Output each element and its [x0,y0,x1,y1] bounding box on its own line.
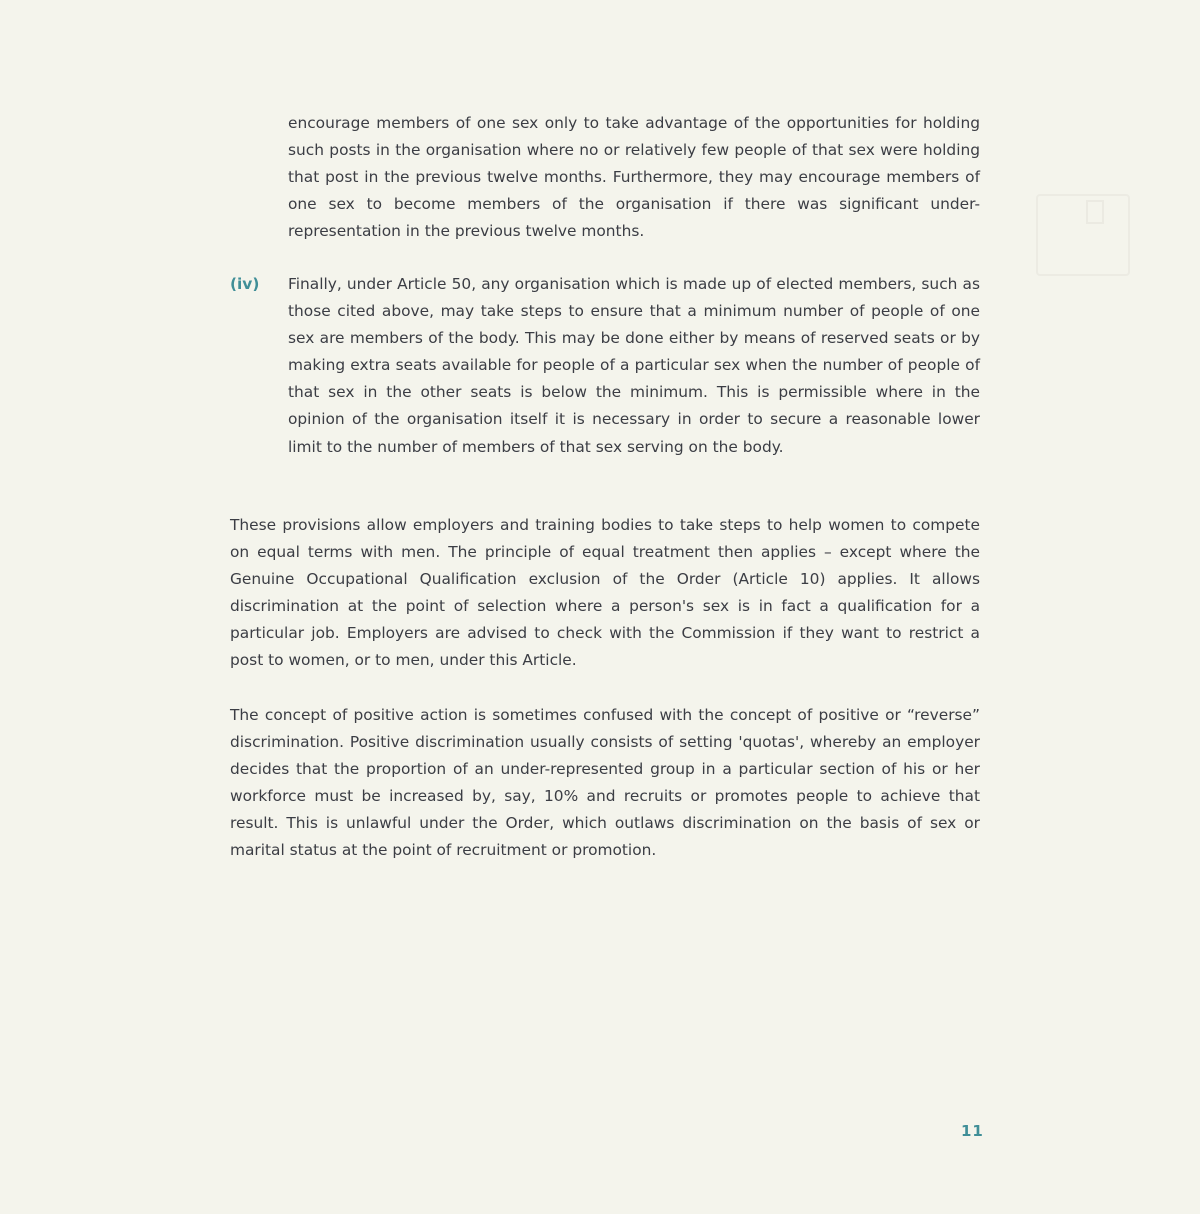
list-item-iv-text: Finally, under Article 50, any organisation which is made up of elected members, such as those cited above, may take steps to ensure that a minimum number of people of one sex are members of the body. This may be done either by means of reserved seats or by making extra seats available for people of a particular sex when the number of people of that sex in the other seats is below the minimum. This is permissible where in the opinion of the organisation itself it is necessary in order to secure a reasonable lower limit to the number of members of that sex serving on the body. [288,275,980,456]
list-item-iv-label: (iv) [230,275,260,293]
body-paragraph-positive-action: The concept of positive action is sometimes confused with the concept of positive or “reverse” discrimination. Positive discrimination usually consists of setting 'quotas', whereby an employer decides that the proportion of an under-represented group in a particular section of his or her workforce must be increased by, say, 10% and recruits or promotes people to achieve that result. This is unlawful under the Order, which outlaws discrimination on the basis of sex or marital status at the point of recruitment or promotion. [230,706,980,860]
body-paragraph-provisions: These provisions allow employers and training bodies to take steps to help women to compete on equal terms with men. The principle of equal treatment then applies – except where the Genuine Occupational Qualification exclusion of the Order (Article 10) applies. It allows discrimination at the point of selection where a person's sex is in fact a qualification for a particular job. Employers are advised to check with the Commission if they want to restrict a post to women, or to men, under this Article. [230,516,980,670]
show-through-mark-inner [1086,200,1104,224]
list-item-iii-continued: encourage members of one sex only to take advantage of the opportunities for holding such posts in the organisation where no or relatively few people of that sex were holding that post in the previous twelve months. Furthermore, they may encourage members of one sex to become members of the organisation if there was significant under-representation in the previous twelve months. [288,114,980,241]
show-through-mark [1036,194,1130,276]
page-number: 11 [961,1122,984,1140]
